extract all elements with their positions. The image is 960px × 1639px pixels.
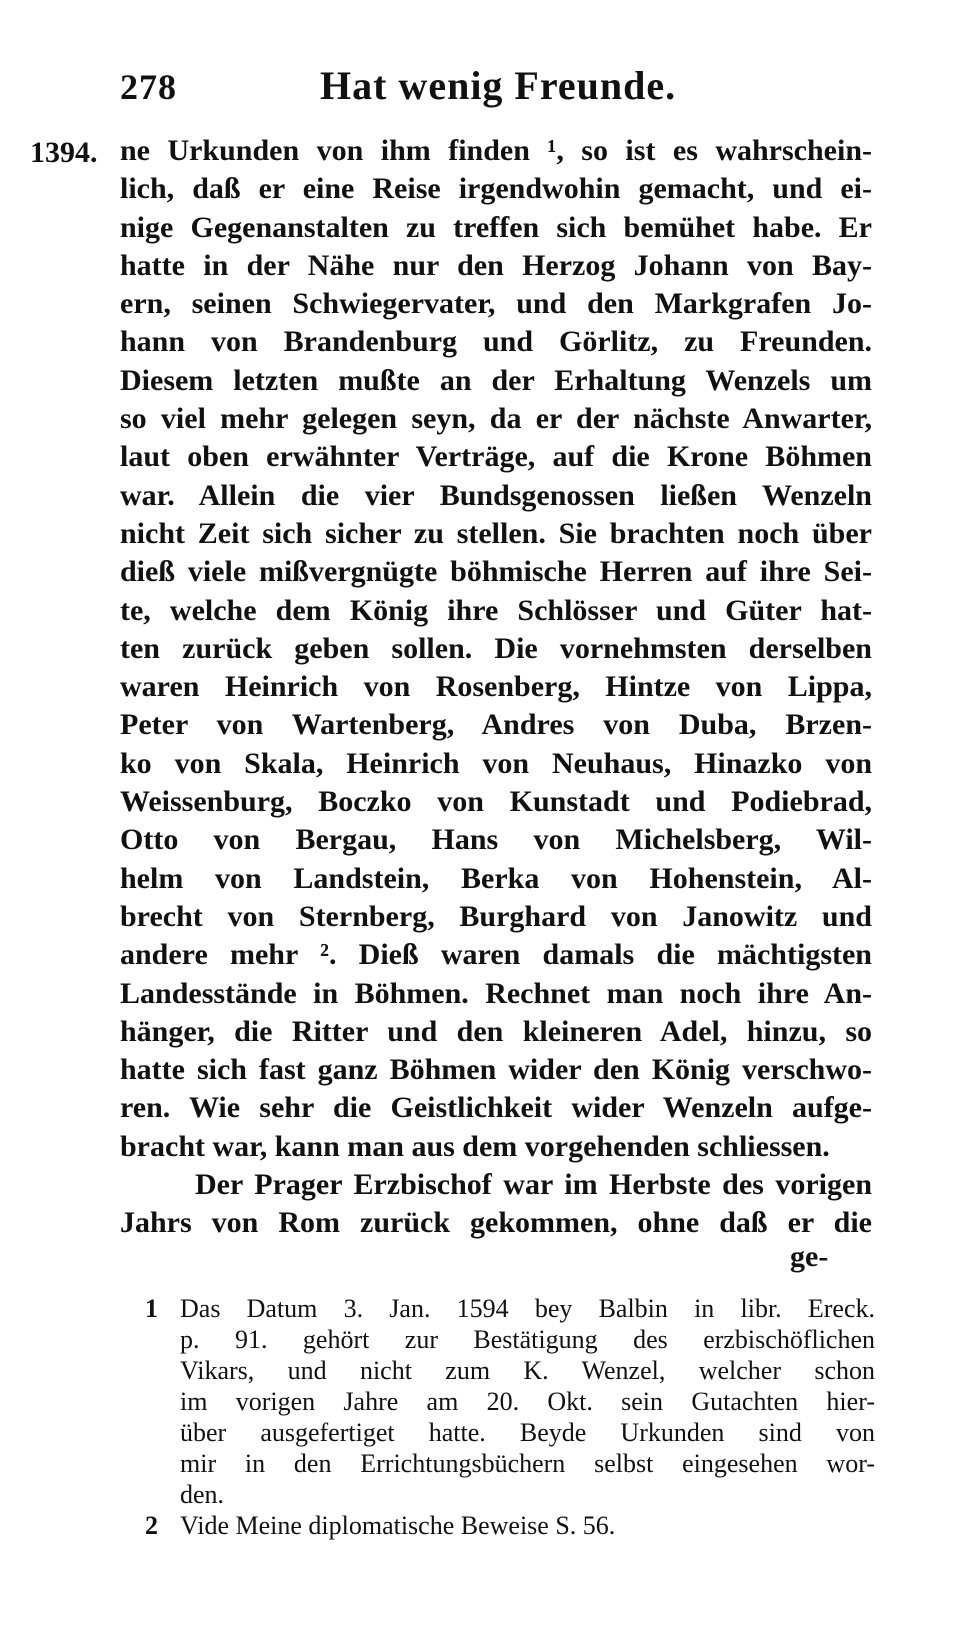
text-line: brecht von Sternberg, Burghard von Janowitz und <box>120 899 872 933</box>
text-line: laut oben erwähnter Verträge, auf die Krone Böhmen <box>120 440 872 474</box>
text-line: Der Prager Erzbischof war im Herbste des vorigen <box>195 1168 872 1202</box>
footnote-line: den. <box>180 1480 225 1509</box>
text-line: Diesem letzten mußte an der Erhaltung Wenzels um <box>120 363 872 397</box>
text-line: ten zurück geben sollen. Die vornehmsten derselben <box>120 631 872 665</box>
text-line: so viel mehr gelegen seyn, da er der nächste Anwarter, <box>120 402 872 436</box>
text-line: lich, daß er eine Reise irgendwohin gemacht, und ei- <box>120 172 872 206</box>
footnote <box>145 1293 875 1510</box>
footnote-marker: 1 <box>145 1294 158 1323</box>
text-line: Jahrs von Rom zurück gekommen, ohne daß er die <box>120 1206 872 1240</box>
running-head: Hat wenig Freunde. <box>320 63 677 108</box>
footnote-line: im vorigen Jahre am 20. Okt. sein Gutachten hier- <box>180 1387 875 1416</box>
text-line: Weissenburg, Boczko von Kunstadt und Podiebrad, <box>120 785 872 819</box>
text-line: hatte sich fast ganz Böhmen wider den König verschwo- <box>120 1053 872 1087</box>
text-line: hann von Brandenburg und Görlitz, zu Freunden. <box>120 325 872 359</box>
page-number: 278 <box>120 67 177 107</box>
footnote-line: Vikars, und nicht zum K. Wenzel, welcher schon <box>180 1356 875 1385</box>
text-line: dieß viele mißvergnügte böhmische Herren auf ihre Sei- <box>120 555 872 589</box>
margin-year-note: 1394. <box>30 136 98 169</box>
footnote-line: mir in den Errichtungsbüchern selbst eingesehen wor- <box>180 1449 875 1478</box>
footnote-line: über ausgefertiget hatte. Beyde Urkunden sind von <box>180 1418 875 1447</box>
text-line: ren. Wie sehr die Geistlichkeit wider Wenzeln aufge- <box>120 1091 872 1125</box>
text-line: Landesstände in Böhmen. Rechnet man noch ihre An- <box>120 976 872 1010</box>
text-line: Peter von Wartenberg, Andres von Duba, Brzen- <box>120 708 872 742</box>
text-line: ko von Skala, Heinrich von Neuhaus, Hinazko von <box>120 746 872 780</box>
footnotes <box>145 1293 875 1541</box>
body-text <box>120 132 872 1243</box>
text-line: andere mehr ². Dieß waren damals die mächtigsten <box>120 938 872 972</box>
text-line: helm von Landstein, Berka von Hohenstein, Al- <box>120 861 872 895</box>
text-line: te, welche dem König ihre Schlösser und Güter hat- <box>120 593 872 627</box>
footnote-line: Vide Meine diplomatische Beweise S. 56. <box>180 1511 616 1540</box>
text-line: hatte in der Nähe nur den Herzog Johann von Bay- <box>120 248 872 282</box>
text-line: ne Urkunden von ihm finden ¹, so ist es wahrschein- <box>120 134 872 167</box>
footnote <box>145 1510 875 1541</box>
text-line: Otto von Bergau, Hans von Michelsberg, Wil- <box>120 823 872 857</box>
text-line: ern, seinen Schwiegervater, und den Markgrafen Jo- <box>120 287 872 321</box>
text-line: nige Gegenanstalten zu treffen sich bemühet habe. Er <box>120 210 872 244</box>
text-line: hänger, die Ritter und den kleineren Adel, hinzu, so <box>120 1014 872 1048</box>
text-line: nicht Zeit sich sicher zu stellen. Sie brachten noch über <box>120 516 872 550</box>
catchword: ge- <box>790 1240 829 1273</box>
footnote-marker: 2 <box>145 1511 158 1540</box>
footnote-line: p. 91. gehört zur Bestätigung des erzbischöflichen <box>180 1325 875 1354</box>
footnote-line: Das Datum 3. Jan. 1594 bey Balbin in libr. Ereck. <box>180 1294 875 1323</box>
text-line: war. Allein die vier Bundsgenossen ließen Wenzeln <box>120 478 872 512</box>
text-line: waren Heinrich von Rosenberg, Hintze von Lippa, <box>120 670 872 704</box>
text-line: bracht war, kann man aus dem vorgehenden schliessen. <box>120 1129 830 1163</box>
